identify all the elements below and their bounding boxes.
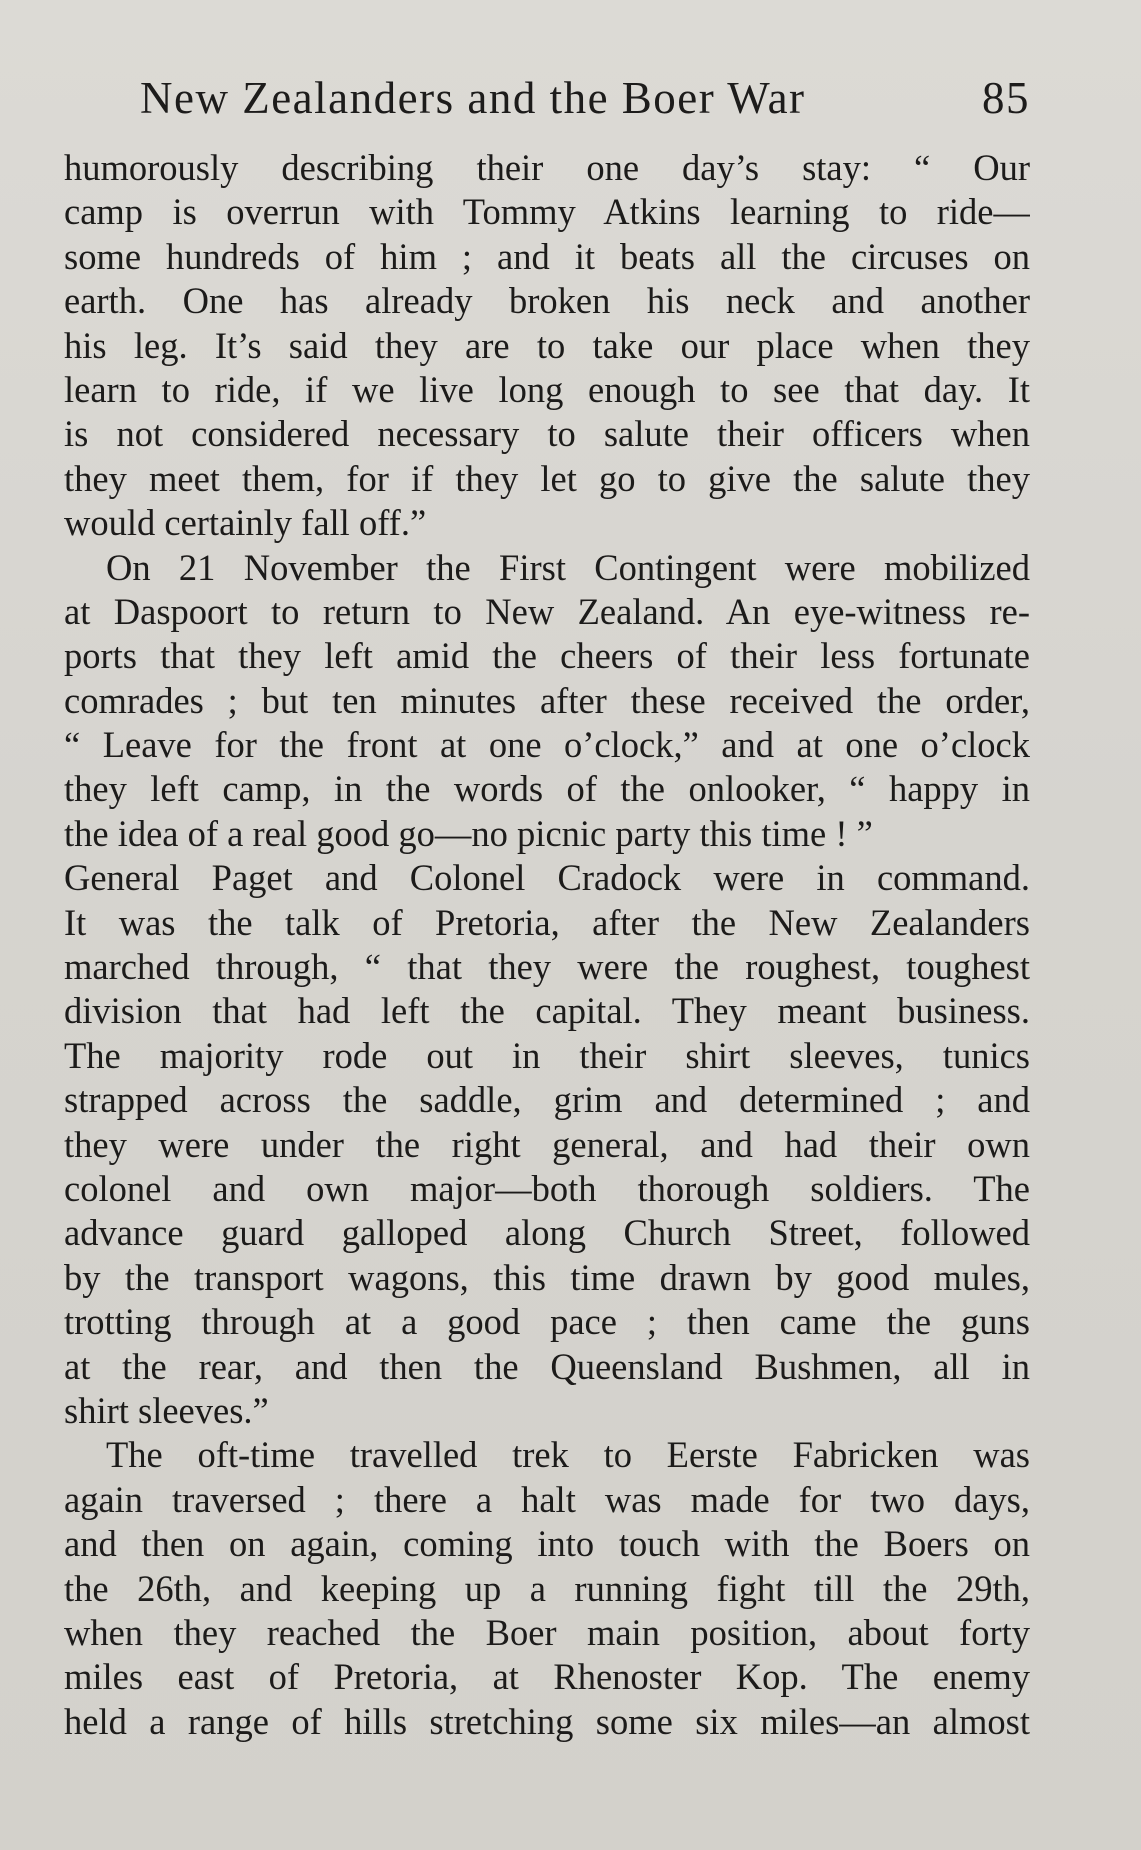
- text-line: strapped across the saddle, grim and determined ; and: [64, 1079, 1030, 1121]
- text-line: when they reached the Boer main position, about forty: [64, 1611, 1030, 1653]
- text-line: the 26th, and keeping up a running fight till the 29th,: [64, 1567, 1030, 1609]
- text-line: at Daspoort to return to New Zealand. An eye-witness re-: [64, 590, 1030, 632]
- text-line: marched through, “ that they were the roughest, toughest: [64, 946, 1030, 988]
- text-line: they left camp, in the words of the onlooker, “ happy in: [64, 768, 1030, 810]
- text-line: humorously describing their one day’s stay: “ Our: [64, 147, 1030, 188]
- text-line: colonel and own major—both thorough soldiers. The: [64, 1167, 1030, 1209]
- body-text: [64, 146, 1030, 1744]
- text-line: they were under the right general, and had their own: [64, 1123, 1030, 1165]
- text-line: at the rear, and then the Queensland Bushmen, all in: [64, 1345, 1030, 1387]
- text-line: advance guard galloped along Church Street, followed: [64, 1212, 1030, 1254]
- running-title: New Zealanders and the Boer War: [140, 73, 806, 123]
- text-line: “ Leave for the front at one o’clock,” and at one o’clock: [64, 724, 1030, 766]
- text-line: comrades ; but ten minutes after these received the order,: [64, 679, 1030, 721]
- text-line: earth. One has already broken his neck and another: [64, 280, 1030, 322]
- page-number: 85: [982, 73, 1030, 123]
- paragraph-end-line: would certainly fall off.”: [64, 502, 427, 544]
- paragraph-start-line: The oft-time travelled trek to Eerste Fabricken was: [106, 1434, 1030, 1476]
- running-header: [140, 72, 1030, 126]
- text-line: General Paget and Colonel Cradock were in command.: [64, 857, 1030, 899]
- text-line: and then on again, coming into touch with the Boers on: [64, 1523, 1030, 1565]
- text-line: the idea of a real good go—no picnic party this time ! ”: [64, 812, 873, 854]
- text-line: again traversed ; there a halt was made for two days,: [64, 1478, 1030, 1520]
- text-line: learn to ride, if we live long enough to see that day. It: [64, 368, 1030, 410]
- paragraph-start-line: On 21 November the First Contingent were mobilized: [106, 546, 1030, 588]
- text-line: division that had left the capital. They meant business.: [64, 990, 1030, 1032]
- text-line: miles east of Pretoria, at Rhenoster Kop. The enemy: [64, 1656, 1030, 1698]
- text-line: they meet them, for if they let go to give the salute they: [64, 457, 1030, 499]
- text-line: is not considered necessary to salute their officers when: [64, 413, 1030, 455]
- text-line: camp is overrun with Tommy Atkins learning to ride—: [64, 191, 1030, 233]
- paragraph-end-line: shirt sleeves.”: [64, 1389, 269, 1431]
- text-line: by the transport wagons, this time drawn by good mules,: [64, 1256, 1030, 1298]
- text-line: The majority rode out in their shirt sleeves, tunics: [64, 1034, 1030, 1076]
- text-line: some hundreds of him ; and it beats all the circuses on: [64, 235, 1030, 277]
- text-line: It was the talk of Pretoria, after the New Zealanders: [64, 901, 1030, 943]
- text-line: trotting through at a good pace ; then came the guns: [64, 1301, 1030, 1343]
- text-line: ports that they left amid the cheers of their less fortunate: [64, 635, 1030, 677]
- text-line: held a range of hills stretching some six miles—an almost: [64, 1700, 1030, 1742]
- text-line: his leg. It’s said they are to take our place when they: [64, 324, 1030, 366]
